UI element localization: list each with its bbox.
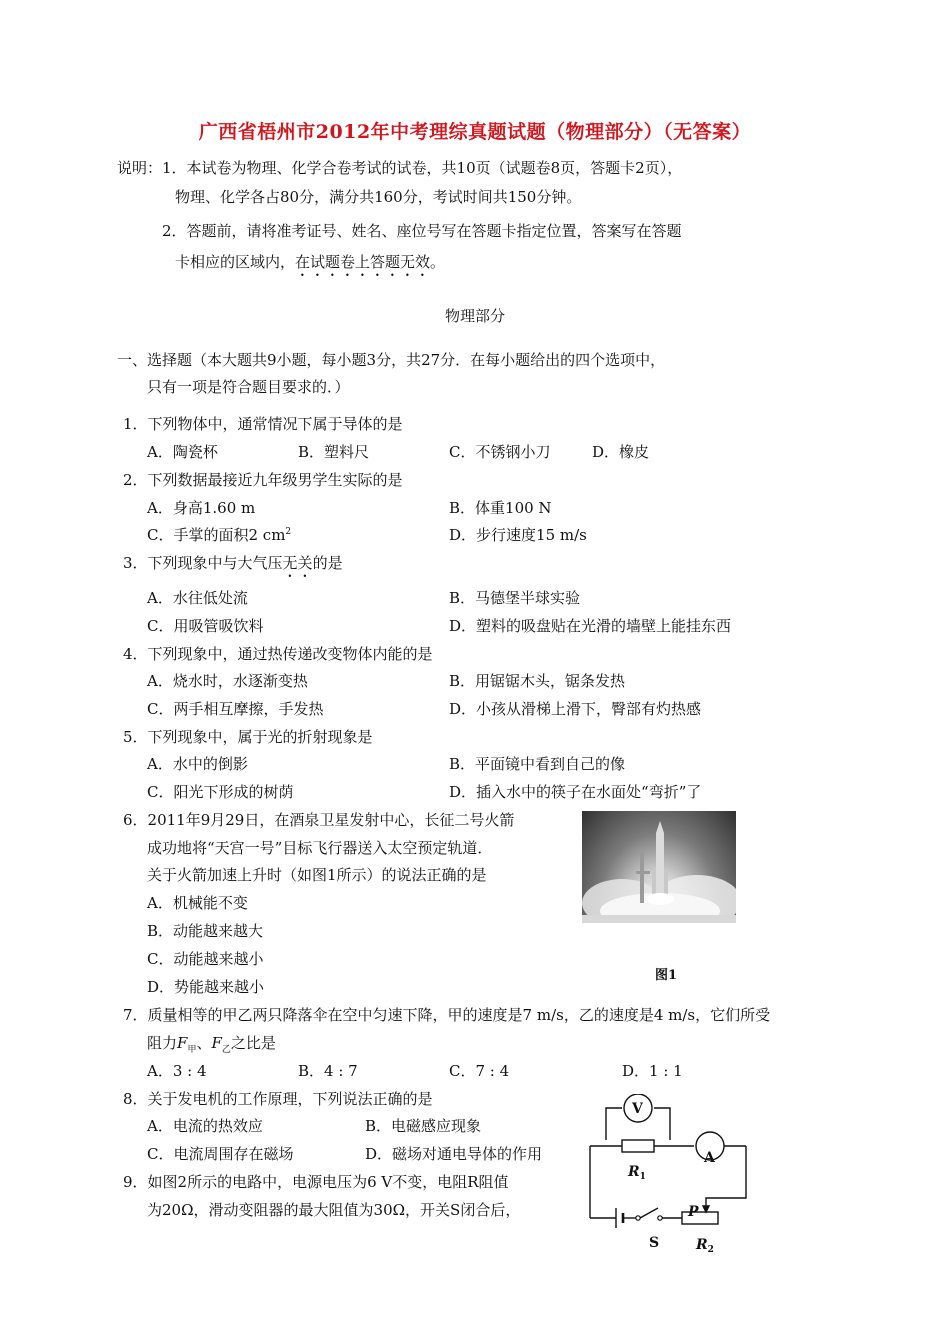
q3-stem: [123, 552, 343, 581]
q3-stem-a: 3．下列现象中与大气压: [123, 554, 283, 572]
q3-stem-c: 的是: [312, 554, 343, 572]
figure-1-label: 图1: [655, 968, 678, 983]
q7-separator: 、: [196, 1034, 212, 1052]
switch-s-label: S: [649, 1235, 660, 1251]
q4-option-b: B．用锯锯木头，锯条发热: [449, 672, 626, 690]
q8-option-b: B．电磁感应现象: [365, 1117, 482, 1135]
notes-emphasis: 在试题卷上答题无效: [295, 253, 431, 271]
q4-option-d: D．小孩从滑梯上滑下，臀部有灼热感: [449, 700, 702, 718]
q3-option-a: A．水往低处流: [147, 589, 248, 607]
circuit-diagram: [586, 1094, 756, 1254]
q1-option-c: C．不锈钢小刀: [449, 443, 551, 461]
q6-option-b: B．动能越来越大: [147, 922, 264, 940]
voltmeter-label: V: [632, 1101, 643, 1117]
q2-option-c-text: C．手掌的面积2 cm: [147, 526, 286, 544]
q3-option-d: D．塑料的吸盘贴在光滑的墙壁上能挂东西: [449, 617, 732, 635]
paper-title: 广西省梧州市2012年中考理综真题试题（物理部分）（无答案）: [198, 121, 752, 143]
resistor-r1-symbol: [622, 1140, 654, 1152]
q9-line-1: 9．如图2所示的电路中，电源电压为6 V不变，电阻R阻值: [123, 1173, 509, 1191]
q6-option-d: D．势能越来越小: [147, 978, 265, 996]
q1-stem: 1．下列物体中，通常情况下属于导体的是: [123, 415, 403, 433]
q2-option-b: B．体重100 N: [449, 499, 552, 517]
part1-heading-line-2: 只有一项是符合题目要求的．）: [147, 378, 350, 396]
q8-option-a: A．电流的热效应: [147, 1117, 263, 1135]
q6-option-a: A．机械能不变: [147, 894, 248, 912]
q7-line-2-prefix: 阻力: [147, 1034, 178, 1052]
wire-top-right: [654, 1108, 670, 1140]
q5-stem: 5．下列现象中，属于光的折射现象是: [123, 728, 373, 746]
q8-option-d: D．磁场对通电导体的作用: [365, 1145, 543, 1163]
slider-p-label: P: [688, 1204, 699, 1220]
rocket-launch-image: [582, 811, 736, 923]
q7-force-symbol-2: F: [211, 1034, 222, 1052]
notes-line-4-suffix: 。: [430, 253, 446, 271]
notes-line-4-prefix: 卡相应的区域内，: [175, 253, 296, 271]
q5-option-d: D．插入水中的筷子在水面处“弯折”了: [449, 783, 702, 801]
part1-heading-line-1: 一、选择题（本大题共9小题，每小题3分，共27分．在每小题给出的四个选项中，: [117, 351, 666, 369]
q4-option-a: A．烧水时，水逐渐变热: [147, 672, 308, 690]
q8-stem: 8．关于发电机的工作原理，下列说法正确的是: [123, 1090, 433, 1108]
q2-option-a: A．身高1.60 m: [147, 499, 256, 517]
q7-option-c: C．7 : 4: [449, 1062, 510, 1080]
q4-stem: 4．下列现象中，通过热传递改变物体内能的是: [123, 645, 433, 663]
q7-sub-yi: 乙: [221, 1045, 231, 1055]
q7-force-symbol-1: F: [177, 1034, 188, 1052]
r1-letter: R: [628, 1164, 640, 1180]
q3-option-c: C．用吸管吸饮料: [147, 617, 264, 635]
notes-line-1: 说明：1．本试卷为物理、化学合卷考试的试卷，共10页（试题卷8页，答题卡2页），: [117, 159, 683, 177]
q3-stem-emphasis: 无关: [282, 554, 313, 572]
wire-top-left: [606, 1108, 622, 1140]
notes-line-2: 物理、化学各占80分，满分共160分，考试时间共150分钟。: [175, 188, 582, 206]
q5-option-a: A．水中的倒影: [147, 755, 248, 773]
switch-contact-left: [636, 1216, 640, 1220]
q6-line-3: 关于火箭加速上升时（如图1所示）的说法正确的是: [147, 866, 487, 884]
q1-option-a: A．陶瓷杯: [147, 443, 218, 461]
q7-option-d: D．1 : 1: [622, 1062, 683, 1080]
q3-option-b: B．马德堡半球实验: [449, 589, 581, 607]
q2-option-d: D．步行速度15 m/s: [449, 526, 587, 544]
q7-option-a: A．3 : 4: [147, 1062, 207, 1080]
q2-stem: 2．下列数据最接近九年级男学生实际的是: [123, 471, 403, 489]
r2-label: [695, 1237, 714, 1254]
q9-line-2: 为20Ω，滑动变阻器的最大阻值为30Ω，开关S闭合后，: [147, 1201, 521, 1219]
r1-subscript: 1: [639, 1172, 646, 1182]
r2-letter: R: [696, 1237, 708, 1253]
q4-option-c: C．两手相互摩擦，手发热: [147, 700, 324, 718]
q8-option-c: C．电流周围存在磁场: [147, 1145, 294, 1163]
q7-line-2-suffix: 之比是: [230, 1034, 276, 1052]
q6-option-c: C．动能越来越小: [147, 950, 264, 968]
q5-option-c: C．阳光下形成的树荫: [147, 783, 294, 801]
slider-arrow: [703, 1206, 709, 1212]
q7-line-2: [147, 1032, 276, 1055]
q7-option-b: B．4 : 7: [298, 1062, 358, 1080]
section-title: 物理部分: [444, 307, 505, 325]
rocket-illustration: [582, 811, 736, 923]
q2-option-c-sup: 2: [285, 527, 292, 537]
switch-contact-right: [658, 1216, 662, 1220]
q7-sub-jia: 甲: [187, 1045, 197, 1055]
r2-subscript: 2: [707, 1245, 714, 1254]
q1-option-d: D．橡皮: [592, 443, 650, 461]
notes-line-4: [175, 251, 445, 280]
notes-line-3: 2．答题前，请将准考证号、姓名、座位号写在答题卡指定位置，答案写在答题: [162, 222, 682, 240]
ammeter-label: A: [704, 1150, 715, 1166]
q6-line-2: 成功地将“天宫一号”目标飞行器送入太空预定轨道．: [147, 839, 493, 857]
switch-blade: [640, 1208, 658, 1218]
q1-option-b: B．塑料尺: [298, 443, 370, 461]
q2-option-c: [147, 524, 291, 545]
q5-option-b: B．平面镜中看到自己的像: [449, 755, 626, 773]
q7-line-1: 7．质量相等的甲乙两只降落伞在空中匀速下降，甲的速度是7 m/s，乙的速度是4 m/s，它们所受: [123, 1006, 771, 1024]
r1-label: [627, 1164, 646, 1182]
q6-line-1: 6．2011年9月29日，在酒泉卫星发射中心，长征二号火箭: [123, 811, 515, 829]
